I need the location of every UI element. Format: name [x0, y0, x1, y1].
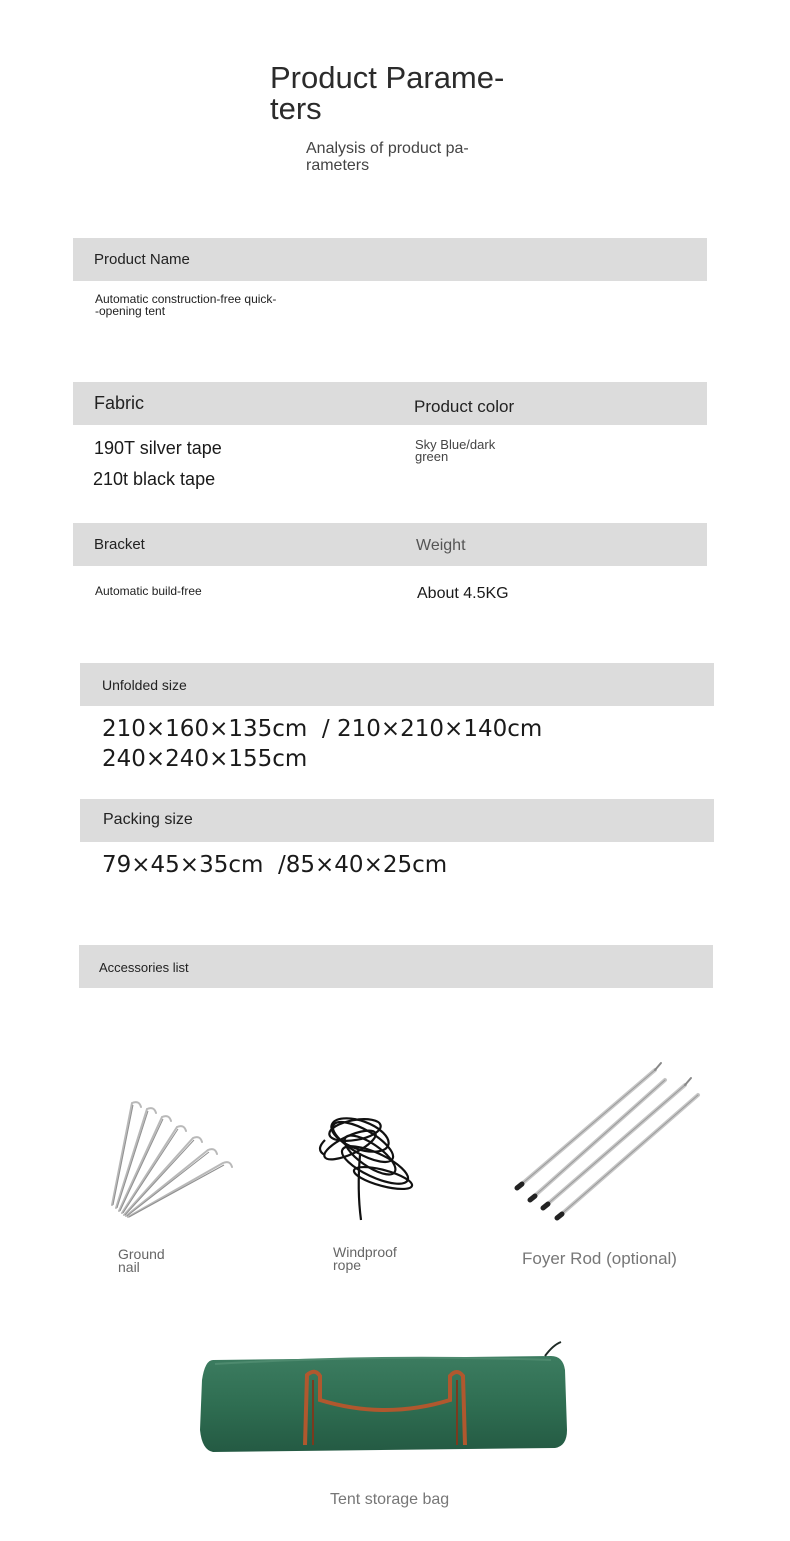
- page-title-line2: ters: [270, 91, 322, 126]
- tent-storage-bag-label: Tent storage bag: [330, 1491, 450, 1508]
- packing-size-label: Packing size: [103, 811, 193, 828]
- color-value: [415, 439, 495, 463]
- fabric-color-header: [73, 382, 707, 425]
- tent-storage-bag-image: [195, 1340, 575, 1460]
- packing-size-header: [80, 799, 714, 842]
- unfolded-size-header: [80, 663, 714, 706]
- bracket-label: Bracket: [94, 536, 145, 553]
- ground-nail-label: [118, 1248, 165, 1274]
- windproof-rope-label-line1: Windproof: [333, 1244, 397, 1260]
- unfolded-size-value-line1: 210×160×135cm / 210×210×140cm: [102, 716, 543, 742]
- product-name-value-line2: -opening tent: [95, 304, 166, 318]
- color-value-line2: green: [415, 449, 449, 464]
- color-label: Product color: [414, 397, 515, 416]
- windproof-rope-label-line2: rope: [333, 1257, 362, 1273]
- page-title: [270, 62, 530, 124]
- unfolded-size-label: Unfolded size: [102, 677, 187, 693]
- accessories-label: Accessories list: [99, 960, 189, 975]
- product-name-label: Product Name: [94, 251, 190, 268]
- foyer-rod-image: [505, 1055, 705, 1230]
- fabric-value-line1: 190T silver tape: [94, 438, 222, 458]
- weight-value: About 4.5KG: [417, 585, 509, 602]
- fabric-label: Fabric: [94, 393, 145, 413]
- page-subtitle-line1: Analysis of product pa-: [306, 140, 469, 157]
- packing-size-value: 79×45×35cm /85×40×25cm: [102, 852, 448, 878]
- page-subtitle-line2: rameters: [306, 157, 370, 174]
- bracket-value: Automatic build-free: [95, 584, 202, 598]
- windproof-rope-image: [305, 1100, 425, 1225]
- windproof-rope-label: [333, 1246, 397, 1272]
- ground-nail-image: [105, 1095, 245, 1225]
- page-title-line1: Product Parame-: [270, 60, 505, 95]
- color-value-line1: Sky Blue/dark: [415, 437, 496, 452]
- foyer-rod-label: Foyer Rod (optional): [522, 1249, 677, 1268]
- page-subtitle: [306, 140, 496, 174]
- unfolded-size-value-line2: 240×240×155cm: [102, 746, 308, 772]
- product-name-header: [73, 238, 707, 281]
- product-name-value: [95, 293, 276, 317]
- bracket-weight-header: [73, 523, 707, 566]
- product-name-value-line1: Automatic construction-free quick-: [95, 292, 277, 306]
- fabric-value-line2: 210t black tape: [93, 469, 216, 489]
- accessories-header: [79, 945, 713, 988]
- ground-nail-label-line1: Ground: [118, 1246, 165, 1262]
- weight-label: Weight: [416, 537, 466, 554]
- ground-nail-label-line2: nail: [118, 1259, 140, 1275]
